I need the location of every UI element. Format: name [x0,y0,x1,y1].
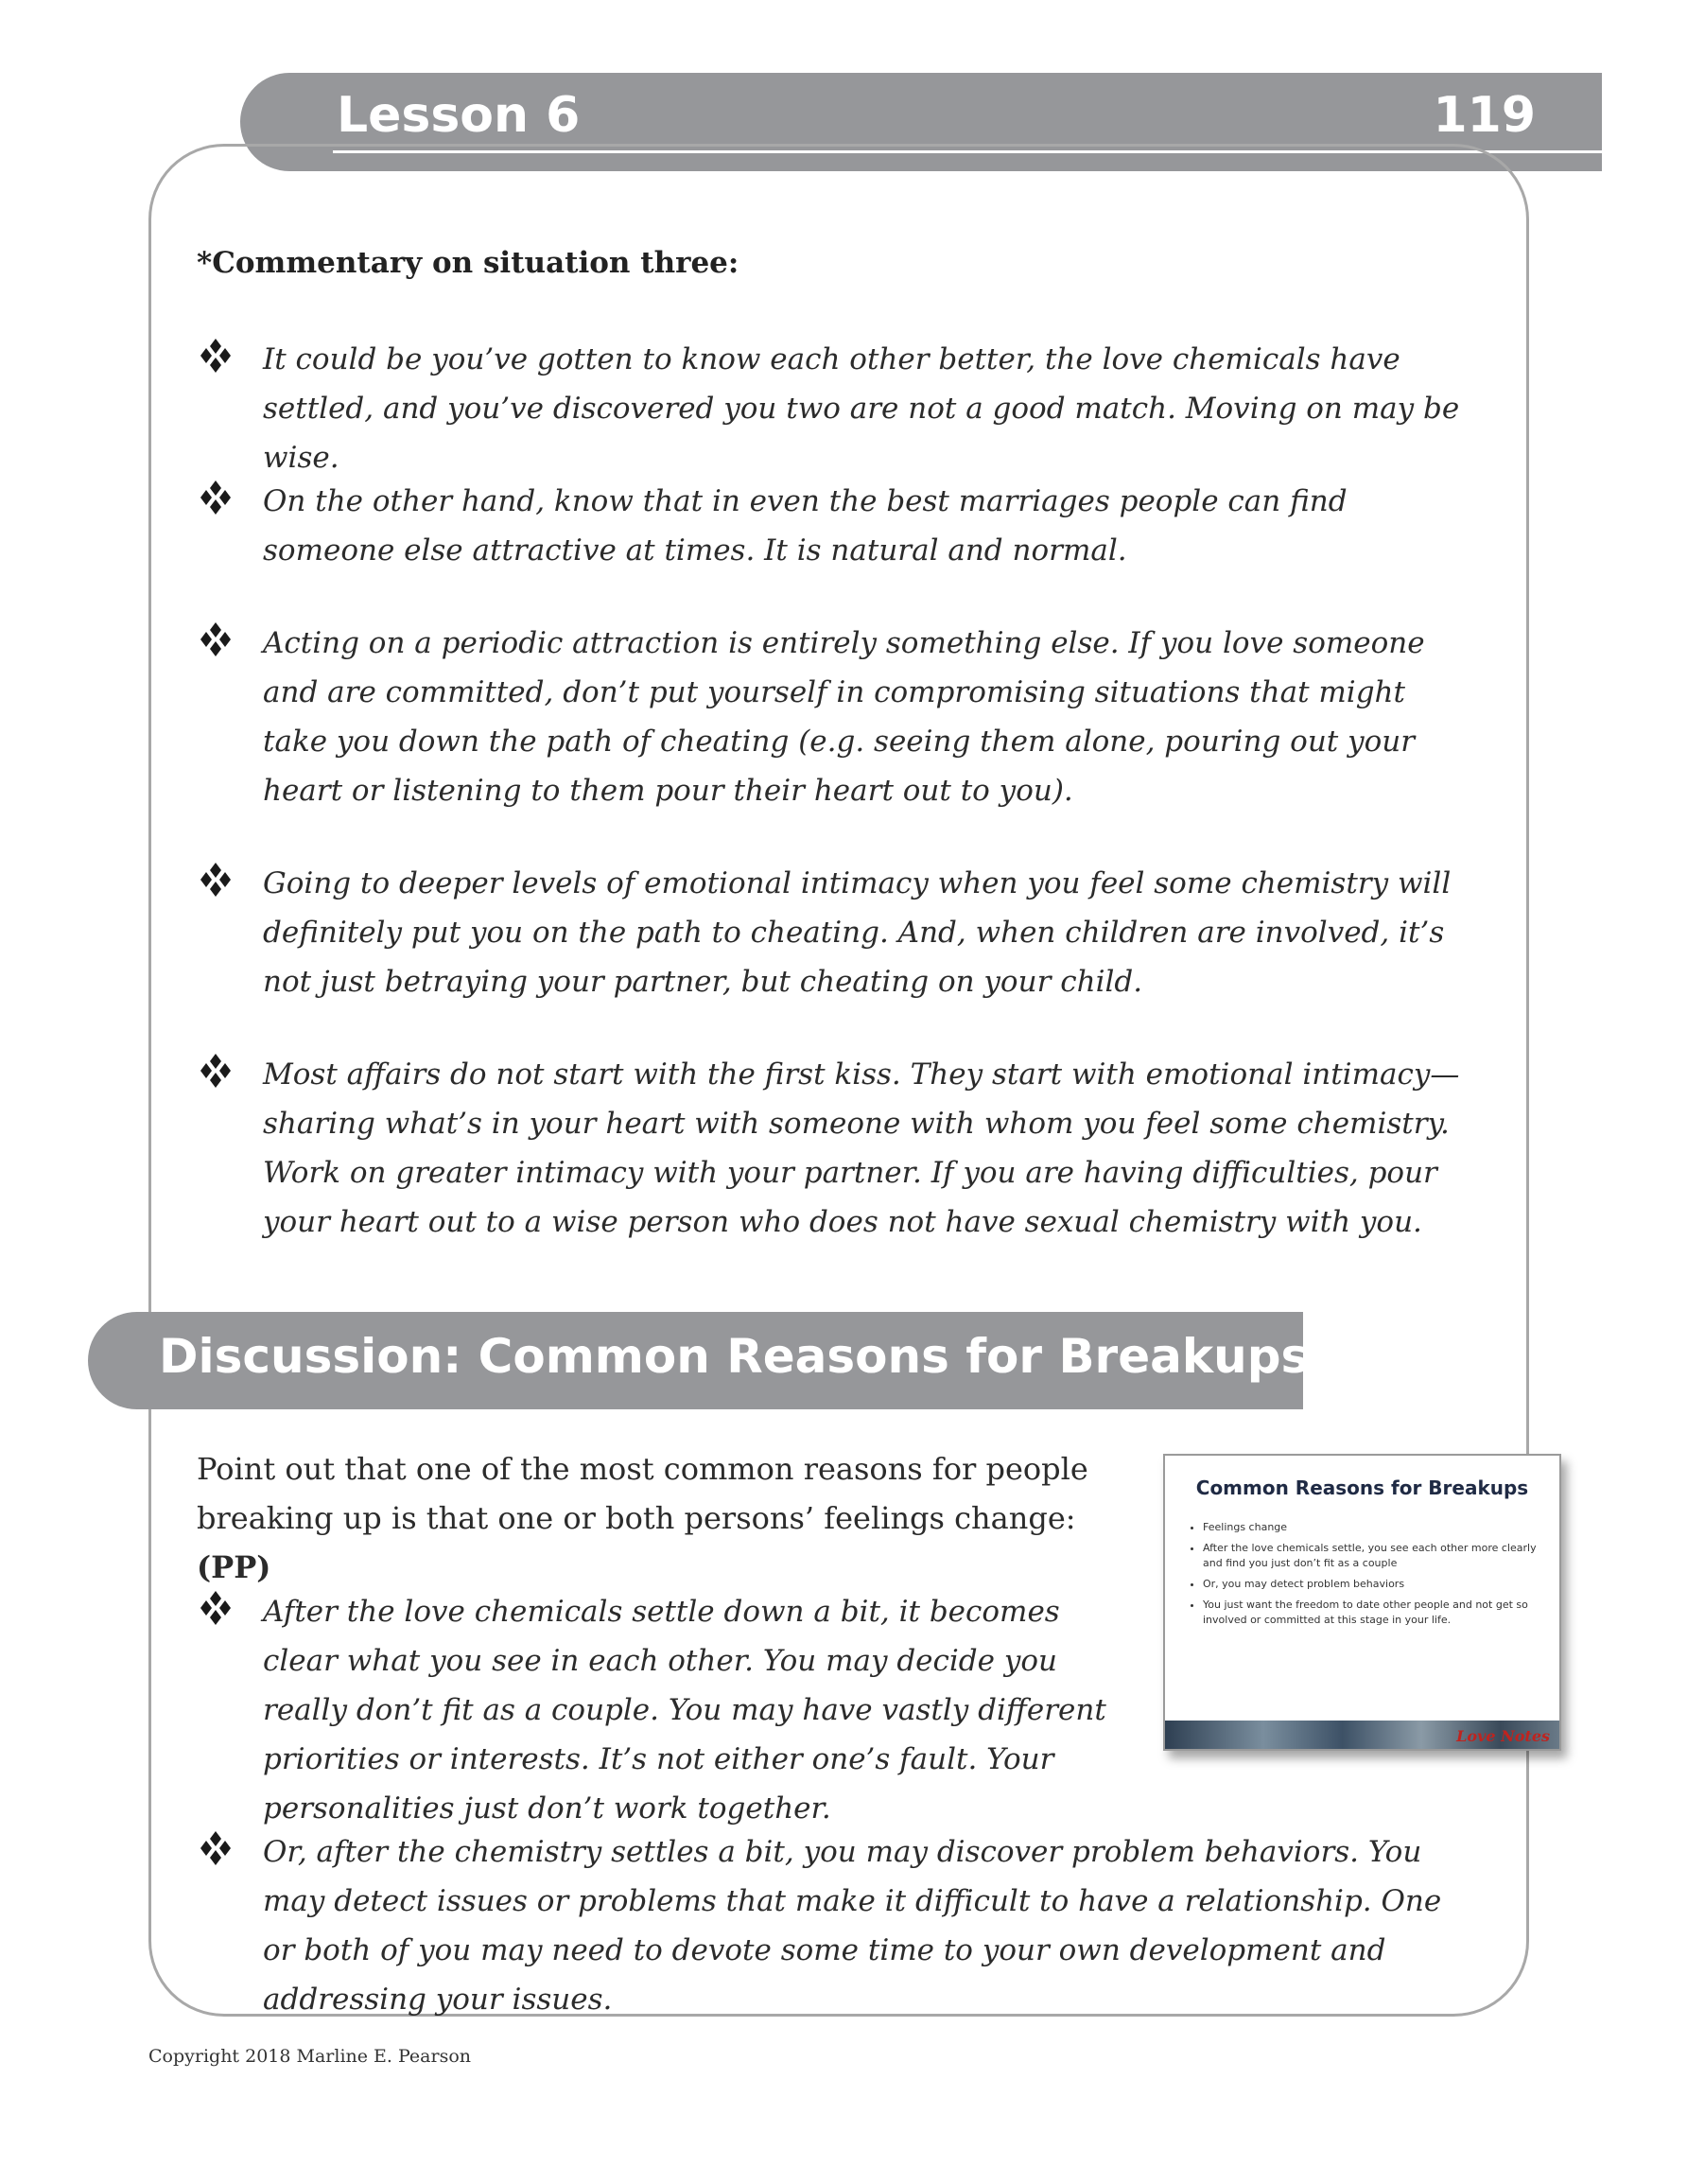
slide-bullet-list [1165,1520,1559,1628]
four-diamond-bullet-icon [197,1052,235,1090]
discussion-bullet [197,1827,1473,2024]
copyright-notice: Copyright 2018 Marline E. Pearson [148,2046,471,2067]
bullet-text: Going to deeper levels of emotional intimacy when you feel some chemistry will definitely put you on the path to cheating. And, when children are involved, it’s not just betraying your partner, but cheating on your child. [263,866,1452,999]
discussion-bullet [197,1587,1142,1833]
slide-bullet: • You just want the freedom to date other people and not get so involved or committed at this stage in your life. [1203,1598,1546,1628]
four-diamond-bullet-icon [197,337,235,375]
bullet-text: Or, after the chemistry settles a bit, you may discover problem behaviors. You may detect issues or problems that make it difficult to have a relationship. One or both of you may need to devote some time to your own development and addressing your issues. [263,1835,1442,2017]
discussion-intro [197,1444,1114,1592]
slide-bullet: • Or, you may detect problem behaviors [1203,1577,1546,1592]
four-diamond-bullet-icon [197,620,235,658]
slide-bullet: • Feelings change [1203,1520,1546,1535]
discussion-intro-text: Point out that one of the most common reasons for people breaking up is that one or both persons’ feelings change: [197,1451,1088,1536]
commentary-heading: *Commentary on situation three: [197,246,739,280]
page-number: 119 [1433,87,1536,144]
slide-bullet: • After the love chemicals settle, you see each other more clearly and find you just don’t fit as a couple [1203,1541,1546,1571]
four-diamond-bullet-icon [197,1829,235,1867]
commentary-bullet [197,335,1473,482]
commentary-bullet [197,859,1473,1006]
bullet-text: After the love chemicals settle down a bit, it becomes clear what you see in each other. You may decide you really don’t fit as a couple. You may have vastly different priorities or interests. It’s not either one’s fault. Your personalities just don’t work together. [263,1595,1106,1826]
bullet-text: Most affairs do not start with the first kiss. They start with emotional intimacy—sharing what’s in your heart with someone with whom you feel some chemistry. Work on greater intimacy with your partner. If you are having difficulties, pour your heart out to a wise person who does not have sexual chemistry with you. [263,1057,1460,1239]
bullet-text: It could be you’ve gotten to know each other better, the love chemicals have settled, and you’ve discovered you two are not a good match. Moving on may be wise. [263,342,1460,475]
commentary-bullet [197,619,1473,815]
love-notes-logo: Love Notes [1456,1727,1550,1745]
commentary-bullet [197,477,1473,575]
four-diamond-bullet-icon [197,479,235,516]
bullet-text: On the other hand, know that in even the best marriages people can find someone else attractive at times. It is natural and normal. [263,484,1348,568]
pp-tag: (PP) [197,1549,271,1585]
four-diamond-bullet-icon [197,1589,235,1627]
commentary-bullet [197,1050,1473,1247]
slide-title: Common Reasons for Breakups [1195,1476,1529,1499]
bullet-text: Acting on a periodic attraction is entirely something else. If you love someone and are committed, don’t put yourself in compromising situations that might take you down the path of cheating (e.g. seeing them alone, pouring out your heart or listening to them pour their heart out to you). [263,626,1425,808]
discussion-title: Discussion: Common Reasons for Breakups [159,1329,1310,1384]
lesson-title: Lesson 6 [337,87,581,144]
powerpoint-slide-thumbnail [1163,1454,1561,1751]
four-diamond-bullet-icon [197,861,235,899]
